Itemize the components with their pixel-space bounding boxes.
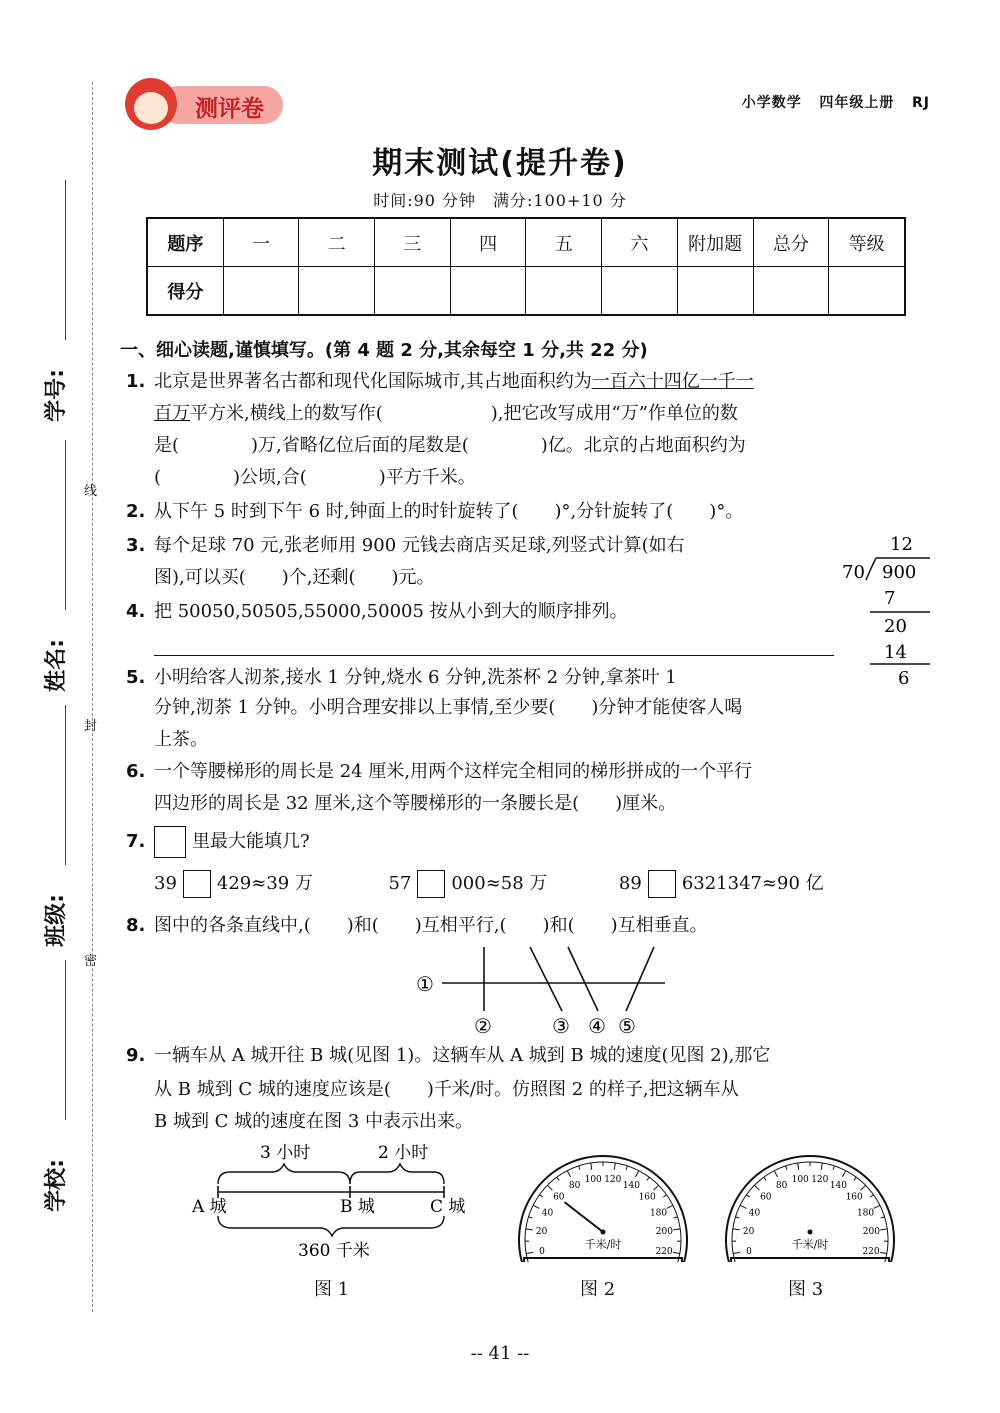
section-1-heading: 一、细心读题,谨慎填写。(第 4 题 2 分,其余每空 1 分,共 22 分) bbox=[120, 340, 648, 361]
gauge-tick bbox=[798, 1163, 799, 1170]
gauge-tick-label: 20 bbox=[535, 1227, 548, 1238]
q7-c-prefix: 89 bbox=[618, 873, 642, 894]
school-blank[interactable] bbox=[65, 960, 66, 1120]
gauge-tick bbox=[786, 1166, 787, 1170]
q9-line2[interactable]: 从 B 城到 C 城的速度应该是( )千米/时。仿照图 2 的样子,把这辆车从 bbox=[154, 1079, 739, 1100]
gauge-tick-label: 180 bbox=[649, 1208, 668, 1219]
gauge-tick bbox=[754, 1185, 759, 1190]
gauge-tick bbox=[526, 1252, 533, 1253]
gauge-tick bbox=[674, 1217, 678, 1218]
gauge-tick bbox=[736, 1217, 740, 1218]
q3-line1: 每个足球 70 元,张老师用 900 元钱去商店买足球,列竖式计算(如右 bbox=[154, 535, 685, 556]
score-cell[interactable] bbox=[677, 267, 753, 316]
gauge-tick bbox=[854, 1177, 856, 1180]
q8-text[interactable]: 图中的各条直线中,( )和( )互相平行,( )和( )互相垂直。 bbox=[154, 915, 708, 936]
school-label: 学校: bbox=[43, 1159, 69, 1212]
q4-answer-line[interactable] bbox=[154, 655, 834, 656]
score-cell[interactable] bbox=[299, 267, 375, 316]
score-cell[interactable] bbox=[526, 267, 602, 316]
gauge-tick bbox=[774, 1171, 777, 1177]
line-label-5: ⑤ bbox=[618, 1014, 636, 1038]
score-table-score-row bbox=[147, 267, 905, 316]
caption-figure-2: 图 2 bbox=[580, 1279, 616, 1300]
score-cell[interactable] bbox=[450, 267, 526, 316]
question-8 bbox=[126, 910, 708, 942]
figure-1-route bbox=[190, 1140, 480, 1265]
score-cell[interactable] bbox=[753, 267, 829, 316]
q3-line2[interactable]: 图),可以买( )个,还剩( )元。 bbox=[154, 567, 435, 588]
question-3 bbox=[126, 530, 685, 562]
page-number-value: 41 bbox=[488, 1343, 512, 1364]
score-cell[interactable] bbox=[602, 267, 678, 316]
score-cell[interactable] bbox=[829, 267, 905, 316]
question-2 bbox=[126, 496, 743, 528]
gauge-tick-label: 180 bbox=[856, 1208, 875, 1219]
page-number: -- 41 -- bbox=[470, 1343, 530, 1364]
gauge-tick bbox=[821, 1163, 822, 1170]
time-bc: 2 小时 bbox=[378, 1143, 429, 1163]
gauge-tick-label: 120 bbox=[604, 1174, 622, 1185]
question-1-line2 bbox=[154, 398, 738, 430]
gauge-tick bbox=[740, 1205, 746, 1208]
table-cell: 二 bbox=[299, 218, 375, 267]
line-label-1: ① bbox=[416, 972, 434, 996]
gauge-tick bbox=[667, 1205, 673, 1208]
gauge-tick bbox=[526, 1229, 533, 1230]
dividend: 900 bbox=[882, 562, 917, 583]
city-a: A 城 bbox=[192, 1197, 227, 1217]
gauge-unit: 千米/时 bbox=[584, 1238, 622, 1251]
lines-figure bbox=[410, 945, 680, 1040]
gauge-tick bbox=[874, 1205, 880, 1208]
line-3 bbox=[530, 947, 562, 1011]
line-label-2: ② bbox=[474, 1014, 492, 1038]
gauge-tick-label: 40 bbox=[748, 1208, 761, 1219]
square-box-icon bbox=[154, 826, 186, 858]
gauge-tick-label: 160 bbox=[638, 1192, 656, 1203]
gauge-tick bbox=[539, 1195, 542, 1197]
gauge-tick bbox=[746, 1195, 749, 1197]
question-number: 8. bbox=[126, 915, 146, 936]
cartoon-avatar-icon bbox=[125, 78, 177, 130]
gauge-tick-label: 0 bbox=[539, 1246, 545, 1257]
gauge-tick bbox=[673, 1252, 680, 1253]
question-number: 9. bbox=[126, 1045, 146, 1066]
gauge-tick-label: 220 bbox=[655, 1246, 673, 1257]
line-label-4: ④ bbox=[588, 1014, 606, 1038]
q2-text[interactable]: 从下午 5 时到下午 6 时,钟面上的时针旋转了( )°,分针旋转了( )°。 bbox=[154, 501, 744, 522]
test-badge bbox=[125, 78, 285, 130]
q1-line4[interactable]: ( )公顷,合( )平方千米。 bbox=[154, 467, 476, 488]
caption-figure-3: 图 3 bbox=[788, 1279, 824, 1300]
gauge-tick bbox=[636, 1171, 639, 1177]
gauge-tick bbox=[764, 1177, 766, 1180]
score-cell[interactable] bbox=[375, 267, 451, 316]
gauge-tick bbox=[626, 1166, 627, 1170]
table-cell: 一 bbox=[223, 218, 299, 267]
distance-label: 360 千米 bbox=[298, 1241, 370, 1261]
caption-figure-1: 图 1 bbox=[314, 1279, 350, 1300]
gauge-tick-label: 200 bbox=[655, 1227, 673, 1238]
q7-c-suffix: 6321347≈90 亿 bbox=[681, 873, 824, 894]
gauge-tick bbox=[663, 1195, 666, 1197]
q9-line1: 一辆车从 A 城开往 B 城(见图 1)。这辆车从 A 城到 B 城的速度(见图 2),那它 bbox=[154, 1045, 771, 1066]
divisor: 70 bbox=[842, 562, 865, 583]
gauge-tick bbox=[673, 1229, 680, 1230]
gauge-tick-label: 60 bbox=[553, 1192, 565, 1203]
gauge-tick bbox=[529, 1217, 533, 1218]
gauge-tick bbox=[881, 1217, 885, 1218]
q9-line3: B 城到 C 城的速度在图 3 中表示出来。 bbox=[154, 1111, 474, 1132]
q5-line3: 上茶。 bbox=[154, 729, 208, 750]
table-cell: 等级 bbox=[829, 218, 905, 267]
edition: RJ bbox=[912, 95, 930, 111]
gauge-tick-label: 100 bbox=[791, 1174, 809, 1185]
gauge-tick-label: 60 bbox=[760, 1192, 772, 1203]
exam-time-score: 时间:90 分钟 满分:100+10 分 bbox=[373, 191, 627, 210]
division-step2: 20 bbox=[884, 616, 907, 637]
binding-word-secret: 密 bbox=[84, 954, 98, 969]
student-id-label: 学号: bbox=[43, 369, 69, 422]
class-label: 班级: bbox=[43, 894, 69, 947]
q7-items bbox=[154, 868, 824, 900]
gauge-tick-label: 140 bbox=[622, 1180, 641, 1191]
q7-a-suffix: 429≈39 万 bbox=[216, 873, 313, 894]
gauge-tick bbox=[654, 1185, 659, 1190]
gauge-tick-label: 140 bbox=[829, 1180, 848, 1191]
score-table bbox=[146, 217, 906, 316]
q5-line1: 小明给客人沏茶,接水 1 分钟,烧水 6 分钟,洗茶杯 2 分钟,拿茶叶 1 bbox=[154, 667, 677, 688]
city-c: C 城 bbox=[430, 1197, 466, 1217]
question-7 bbox=[126, 826, 310, 858]
q1-line1: 北京是世界著名古都和现代化国际城市,其占地面积约为 bbox=[154, 371, 592, 392]
class-blank[interactable] bbox=[65, 705, 66, 865]
q7-b-box[interactable] bbox=[417, 870, 445, 898]
score-table-header-row bbox=[147, 218, 905, 267]
gauge-tick bbox=[833, 1166, 834, 1170]
table-cell: 三 bbox=[375, 218, 451, 267]
page-title: 期末测试(提升卷) bbox=[372, 146, 628, 181]
division-step1: 7 bbox=[884, 588, 896, 609]
question-9 bbox=[126, 1040, 770, 1072]
gauge-unit: 千米/时 bbox=[791, 1238, 829, 1251]
gauge-tick-label: 0 bbox=[746, 1246, 752, 1257]
grade: 四年级上册 bbox=[819, 95, 895, 111]
figure-2-speedometer bbox=[513, 1140, 693, 1262]
question-number: 1. bbox=[126, 371, 146, 392]
question-6 bbox=[126, 756, 752, 788]
gauge-tick bbox=[870, 1195, 873, 1197]
gauge-tick bbox=[547, 1185, 552, 1190]
table-cell: 题序 bbox=[147, 218, 223, 267]
city-b: B 城 bbox=[340, 1197, 375, 1217]
score-cell[interactable] bbox=[223, 267, 299, 316]
badge-pill bbox=[159, 86, 283, 124]
gauge-tick bbox=[880, 1252, 887, 1253]
gauge-tick bbox=[647, 1177, 649, 1180]
table-cell: 五 bbox=[526, 218, 602, 267]
gauge-tick bbox=[567, 1171, 570, 1177]
question-number: 3. bbox=[126, 535, 146, 556]
gauge-tick-label: 220 bbox=[862, 1246, 880, 1257]
gauge-hub bbox=[808, 1230, 813, 1235]
table-cell: 得分 bbox=[147, 267, 223, 316]
time-ab: 3 小时 bbox=[260, 1143, 311, 1163]
gauge-tick bbox=[579, 1166, 580, 1170]
line-5 bbox=[626, 947, 654, 1011]
q7-a-prefix: 39 bbox=[154, 873, 177, 894]
gauge-tick bbox=[533, 1205, 539, 1208]
gauge-tick-label: 200 bbox=[862, 1227, 880, 1238]
long-division-figure bbox=[838, 528, 938, 688]
q7-b-prefix: 57 bbox=[388, 873, 412, 894]
table-cell: 附加题 bbox=[677, 218, 753, 267]
binding-word-seal: 封 bbox=[84, 719, 98, 734]
q7-c-box[interactable] bbox=[648, 870, 676, 898]
gauge-tick-label: 80 bbox=[775, 1180, 788, 1191]
figure-3-speedometer[interactable] bbox=[720, 1140, 900, 1262]
book-info bbox=[742, 92, 930, 112]
question-number: 5. bbox=[126, 667, 146, 688]
name-label: 姓名: bbox=[43, 639, 69, 692]
q7-a-box[interactable] bbox=[183, 870, 211, 898]
q6-line2[interactable]: 四边形的周长是 32 厘米,这个等腰梯形的一条腰长是( )厘米。 bbox=[154, 793, 677, 814]
q4-text: 把 50050,50505,55000,50005 按从小到大的顺序排列。 bbox=[154, 601, 628, 622]
q7-text: 里最大能填几? bbox=[192, 831, 310, 852]
question-4 bbox=[126, 596, 628, 628]
q5-line2[interactable]: 分钟,沏茶 1 分钟。小明合理安排以上事情,至少要( )分钟才能使客人喝 bbox=[154, 697, 743, 718]
division-remainder: 6 bbox=[898, 668, 910, 688]
table-cell: 四 bbox=[450, 218, 526, 267]
q1-line2[interactable]: 平方米,横线上的数写作( ),把它改写成用“万”作单位的数 bbox=[190, 403, 738, 424]
binding-word-line: 线 bbox=[84, 484, 98, 499]
q1-underlined-number-end: 百万 bbox=[154, 403, 190, 424]
table-cell: 总分 bbox=[753, 218, 829, 267]
q6-line1: 一个等腰梯形的周长是 24 厘米,用两个这样完全相同的梯形拼成的一个平行 bbox=[154, 761, 753, 782]
line-label-3: ③ bbox=[552, 1014, 570, 1038]
gauge-needle bbox=[565, 1202, 603, 1232]
gauge-tick-label: 100 bbox=[584, 1174, 602, 1185]
question-number: 7. bbox=[126, 831, 146, 852]
subject: 小学数学 bbox=[741, 95, 802, 111]
question-5 bbox=[126, 662, 677, 694]
gauge-tick-label: 40 bbox=[541, 1208, 554, 1219]
gauge-tick bbox=[591, 1163, 592, 1170]
gauge-tick bbox=[733, 1229, 740, 1230]
question-number: 4. bbox=[126, 601, 146, 622]
division-step3: 14 bbox=[884, 642, 907, 663]
line-4 bbox=[568, 947, 598, 1011]
q1-underlined-number: 一百六十四亿一千一 bbox=[591, 371, 754, 392]
q1-line3[interactable]: 是( )万,省略亿位后面的尾数是( )亿。北京的占地面积约为 bbox=[154, 435, 746, 456]
gauge-tick bbox=[880, 1229, 887, 1230]
quotient: 12 bbox=[890, 534, 913, 555]
q7-b-suffix: 000≈58 万 bbox=[451, 873, 548, 894]
gauge-tick bbox=[557, 1177, 559, 1180]
question-number: 6. bbox=[126, 761, 146, 782]
binding-dashed-line bbox=[92, 82, 93, 1312]
gauge-tick-label: 120 bbox=[811, 1174, 829, 1185]
question-1 bbox=[126, 366, 754, 398]
table-cell: 六 bbox=[602, 218, 678, 267]
gauge-tick bbox=[861, 1185, 866, 1190]
badge-text: 测评卷 bbox=[195, 96, 264, 122]
gauge-tick bbox=[614, 1163, 615, 1170]
gauge-tick bbox=[733, 1252, 740, 1253]
gauge-tick bbox=[843, 1171, 846, 1177]
gauge-tick-label: 20 bbox=[742, 1227, 755, 1238]
gauge-tick-label: 80 bbox=[568, 1180, 581, 1191]
question-number: 2. bbox=[126, 501, 146, 522]
name-blank[interactable] bbox=[65, 440, 66, 610]
gauge-tick-label: 160 bbox=[845, 1192, 863, 1203]
